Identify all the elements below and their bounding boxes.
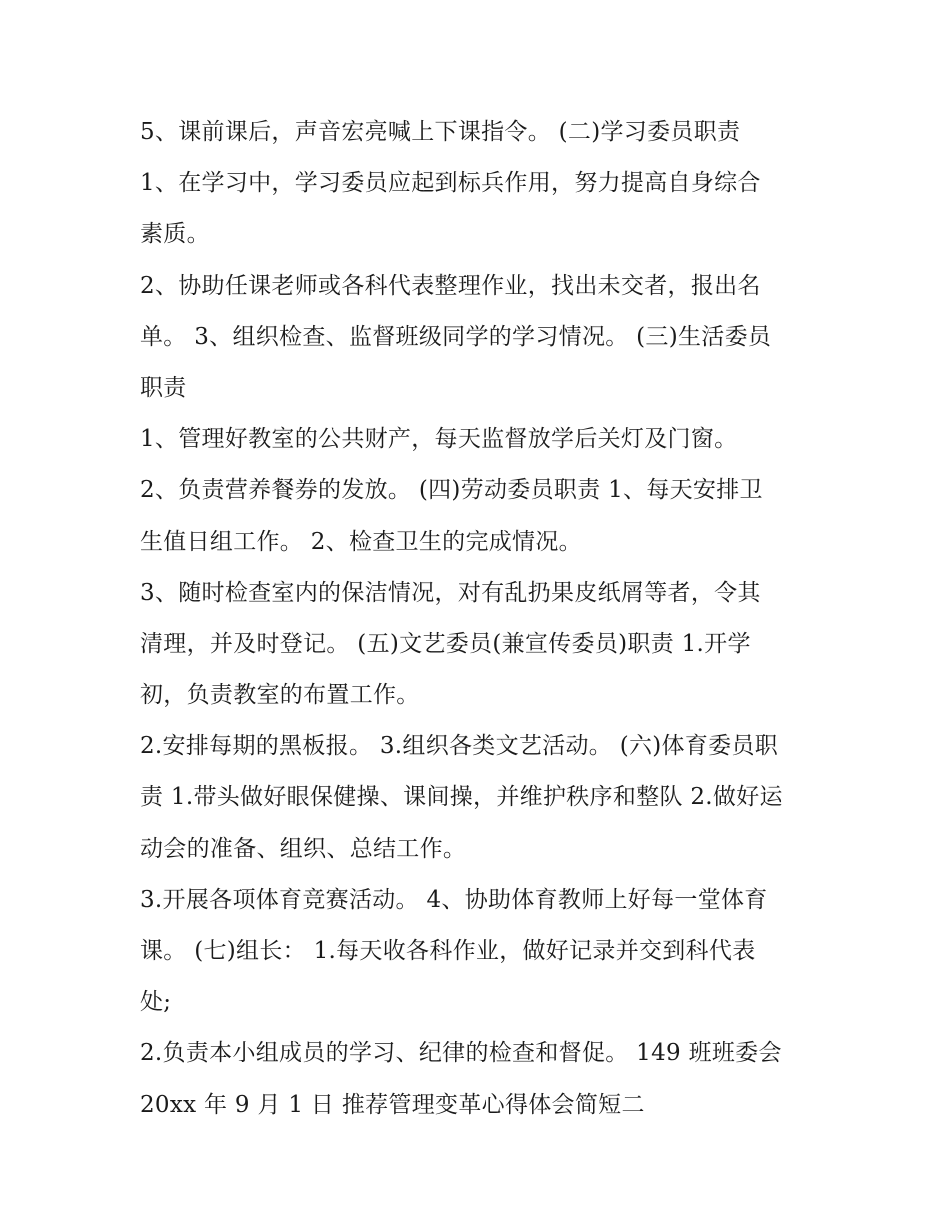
text-line: 责 1.带头做好眼保健操、课间操，并维护秩序和整队 2.做好运 [140, 784, 783, 811]
document-body [140, 107, 820, 1131]
text-line: 3、随时检查室内的保洁情况，对有乱扔果皮纸屑等者，令其 [140, 579, 761, 606]
text-line: 动会的准备、组织、总结工作。 [140, 835, 467, 862]
text-line: 3.开展各项体育竞赛活动。 4、协助体育教师上好每一堂体育 [140, 886, 768, 913]
text-line: 5、课前课后，声音宏亮喊上下课指令。 (二)学习委员职责 [140, 119, 741, 145]
text-line: 2、协助任课老师或各科代表整理作业，找出未交者，报出名 [140, 272, 761, 299]
text-line: 2、负责营养餐券的发放。 (四)劳动委员职责 1、每天安排卫 [140, 477, 763, 504]
text-line: 职责 [140, 374, 187, 401]
text-line: 素质。 [140, 221, 210, 248]
text-line: 20xx 年 9 月 1 日 推荐管理变革心得体会简短二 [140, 1091, 645, 1118]
text-line: 清理，并及时登记。 (五)文艺委员(兼宣传委员)职责 1.开学 [140, 630, 751, 657]
text-line: 处; [140, 989, 172, 1016]
text-line: 初，负责教室的布置工作。 [140, 682, 420, 709]
text-line: 1、管理好教室的公共财产，每天监督放学后关灯及门窗。 [140, 426, 738, 453]
text-line: 2.安排每期的黑板报。 3.组织各类文艺活动。 (六)体育委员职 [140, 733, 779, 760]
text-line: 1、在学习中，学习委员应起到标兵作用，努力提高自身综合 [140, 170, 761, 197]
text-line: 生值日组工作。 2、检查卫生的完成情况。 [140, 528, 582, 555]
text-line: 课。 (七)组长： 1.每天收各科作业，做好记录并交到科代表 [140, 938, 756, 964]
text-line: 单。 3、组织检查、监督班级同学的学习情况。 (三)生活委员 [140, 323, 772, 350]
text-line: 2.负责本小组成员的学习、纪律的检查和督促。 149 班班委会 [140, 1040, 782, 1067]
